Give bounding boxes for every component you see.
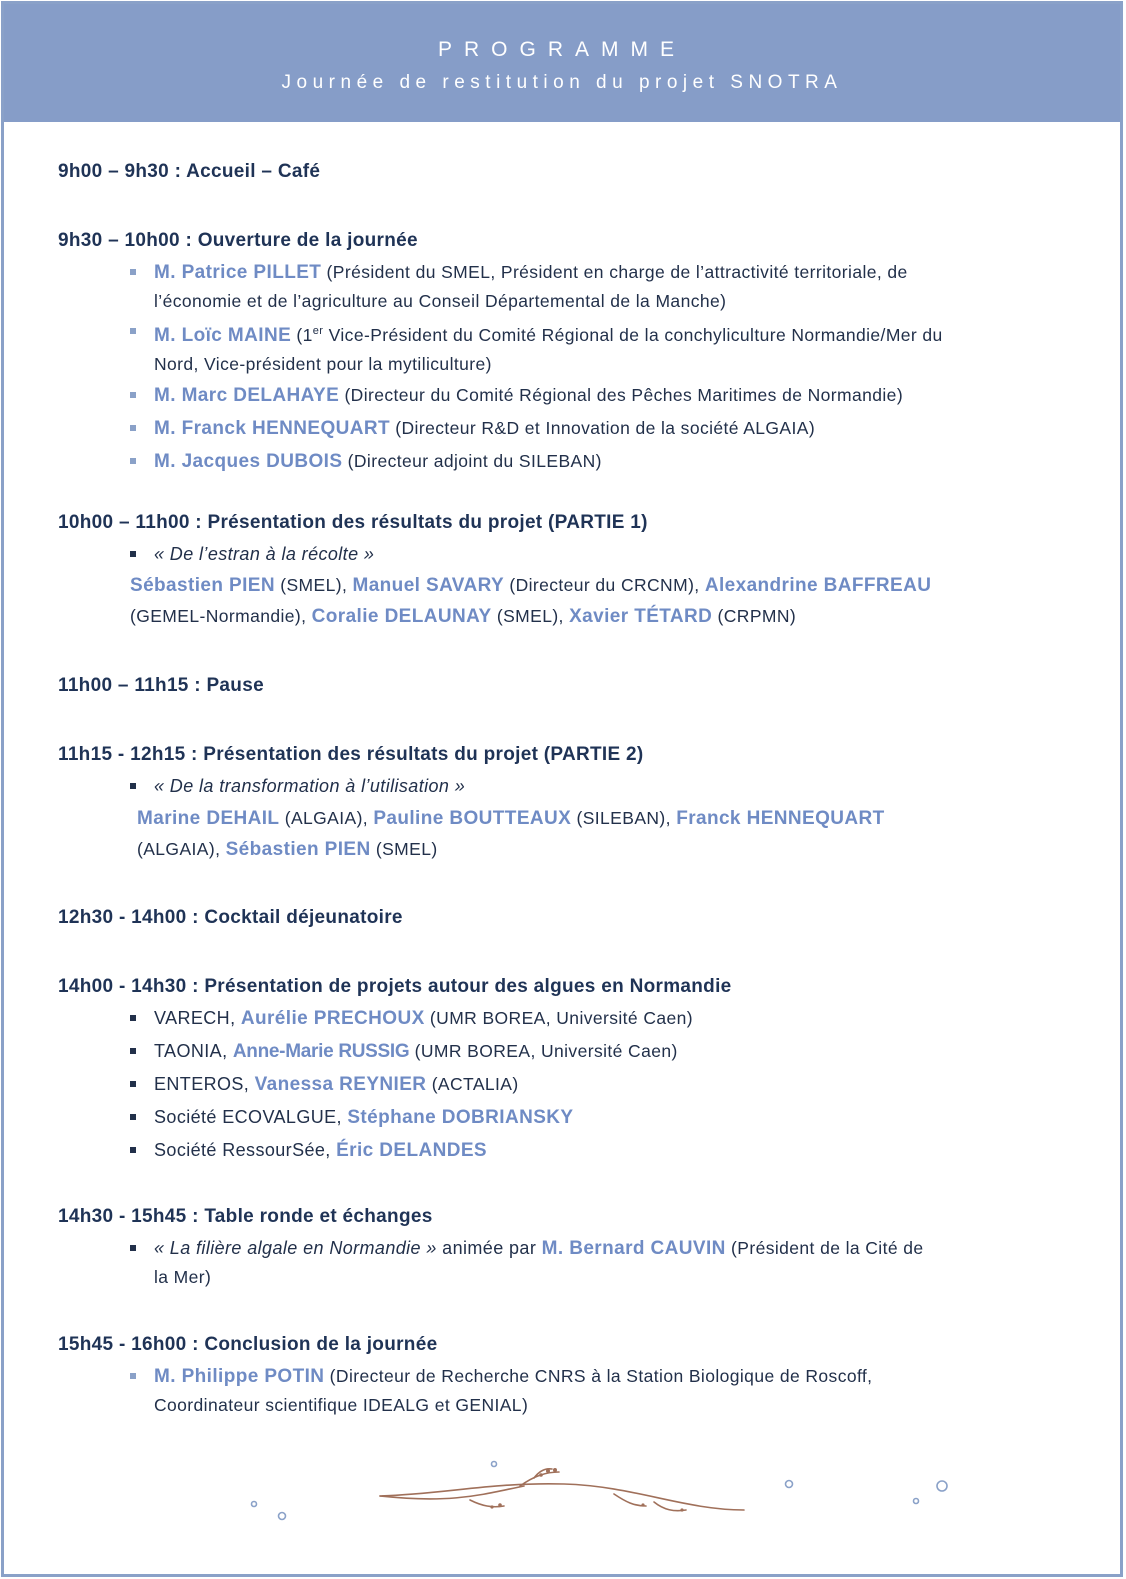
session-theme: « De l’estran à la récolte »: [154, 544, 375, 564]
speaker-name: M. Bernard CAUVIN: [541, 1238, 726, 1259]
speaker-name: Franck HENNEQUART: [676, 808, 885, 829]
list-item: [58, 317, 1068, 378]
speaker-affiliation: (ALGAIA),: [279, 808, 374, 828]
bullet-icon: [130, 269, 136, 275]
speaker-name: Aurélie PRECHOUX: [240, 1008, 425, 1029]
bullet-icon: [130, 551, 136, 557]
speaker-role: (Président du SMEL, Président en charge de l’attractivité territoriale, de: [321, 262, 908, 282]
project-name: TAONIA,: [154, 1041, 233, 1061]
speaker-role: (Directeur R&D et Innovation de la société ALGAIA): [390, 417, 816, 438]
speaker-role-cont: Nord, Vice-président pour la mytiliculture): [154, 353, 492, 374]
bullet-icon: [130, 1015, 136, 1021]
session-theme: « De la transformation à l’utilisation »: [154, 776, 466, 796]
bullet-icon: [130, 783, 136, 789]
section-table-ronde: [58, 1206, 1068, 1291]
speaker-role-cont: la Mer): [154, 1267, 212, 1287]
list-item: [58, 1136, 1068, 1165]
speaker-name: M. Philippe POTIN: [154, 1366, 325, 1387]
bullet-icon: [130, 1245, 136, 1251]
seaweed-branch-illustration-icon: [234, 1434, 994, 1554]
speaker-role: Vice-Président du Comité Régional de la conchyliculture Normandie/Mer du: [323, 324, 943, 345]
speaker-name: Éric DELANDES: [336, 1140, 487, 1161]
speaker-name: Alexandrine BAFFREAU: [704, 575, 932, 596]
section-title: 11h15 - 12h15 : Présentation des résultats du projet (PARTIE 2): [58, 744, 644, 765]
programme-page: [1, 1, 1123, 1577]
session-theme: « La filière algale en Normandie »: [154, 1238, 437, 1258]
speaker-name: Anne-Marie RUSSIG: [232, 1041, 410, 1062]
section-title: 9h00 – 9h30 : Accueil – Café: [58, 161, 321, 182]
section-conclusion: [58, 1334, 1068, 1419]
speaker-affiliation: (ACTALIA): [426, 1074, 519, 1094]
project-name: Société ECOVALGUE,: [154, 1107, 348, 1127]
project-name: ENTEROS,: [154, 1074, 255, 1094]
speaker-name: Stéphane DOBRIANSKY: [347, 1107, 574, 1128]
speaker-role-pre: (1: [291, 324, 313, 345]
bullet-icon: [130, 425, 136, 431]
list-item: [58, 772, 1068, 800]
bullet-icon: [130, 328, 136, 334]
list-item: [58, 1362, 1068, 1419]
page-subtitle: Journée de restitution du projet SNOTRA: [281, 72, 843, 93]
connector-text: animée par: [436, 1238, 542, 1258]
speaker-name: Sébastien PIEN: [130, 575, 275, 596]
bullet-icon: [130, 1373, 136, 1379]
speaker-role: (Président de la Cité de: [725, 1238, 924, 1258]
speaker-name: Vanessa REYNIER: [254, 1074, 427, 1095]
speaker-name: M. Jacques DUBOIS: [154, 450, 343, 472]
speaker-name: Manuel SAVARY: [352, 575, 505, 596]
bullet-icon: [130, 1147, 136, 1153]
page-title: PROGRAMME: [437, 38, 686, 61]
section-partie-2: [58, 744, 1068, 865]
list-item: [58, 1070, 1068, 1099]
section-ouverture: [58, 230, 1068, 476]
speaker-affiliation: (SMEL): [370, 839, 438, 859]
list-item: [58, 447, 1068, 476]
project-name: Société RessourSée,: [154, 1140, 337, 1160]
section-title: 10h00 – 11h00 : Présentation des résultats du projet (PARTIE 1): [58, 512, 648, 533]
speaker-name: M. Franck HENNEQUART: [154, 417, 391, 439]
speaker-affiliation: (SMEL),: [491, 606, 570, 626]
speaker-affiliation: (GEMEL-Normandie),: [130, 606, 312, 626]
speaker-name: Sébastien PIEN: [225, 839, 371, 860]
speaker-name: M. Marc DELAHAYE: [154, 384, 340, 406]
bullet-icon: [130, 1081, 136, 1087]
section-title: 14h00 - 14h30 : Présentation de projets autour des algues en Normandie: [58, 976, 732, 997]
section-title: 15h45 - 16h00 : Conclusion de la journée: [58, 1334, 438, 1355]
list-item: [58, 540, 1068, 568]
bullet-icon: [130, 458, 136, 464]
speaker-role-cont: Coordinateur scientifique IDEALG et GENIAL): [154, 1395, 529, 1415]
list-item: [58, 1004, 1068, 1033]
speaker-role-cont: l’économie et de l’agriculture au Conseil Départemental de la Manche): [154, 291, 727, 311]
list-item: [58, 381, 1068, 410]
speaker-name: M. Loïc MAINE: [154, 324, 292, 346]
speaker-name: M. Patrice PILLET: [154, 262, 322, 283]
project-name: VARECH,: [154, 1008, 241, 1028]
speaker-role: (Directeur de Recherche CNRS à la Station Biologique de Roscoff,: [324, 1366, 873, 1386]
speaker-affiliation: (UMR BOREA, Université Caen): [424, 1008, 693, 1028]
section-partie-1: [58, 512, 1068, 632]
list-item: [58, 1103, 1068, 1132]
bullet-icon: [130, 1048, 136, 1054]
superscript: er: [312, 325, 324, 337]
list-item: [58, 1037, 1068, 1066]
section-title: 11h00 – 11h15 : Pause: [58, 675, 264, 696]
speaker-affiliation: (Directeur du CRCNM),: [504, 575, 705, 595]
speaker-name: Pauline BOUTTEAUX: [373, 808, 572, 829]
section-title: 9h30 – 10h00 : Ouverture de la journée: [58, 230, 418, 251]
list-item: [58, 258, 1068, 315]
speaker-name: Marine DEHAIL: [137, 808, 280, 829]
header-banner: [4, 4, 1120, 122]
section-accueil: [58, 161, 1068, 183]
list-item: [58, 1234, 1068, 1291]
speaker-name: Xavier TÉTARD: [569, 606, 713, 627]
bullet-icon: [130, 1114, 136, 1120]
section-cocktail: [58, 907, 1068, 929]
section-title: 14h30 - 15h45 : Table ronde et échanges: [58, 1206, 433, 1227]
speaker-affiliation: (ALGAIA),: [137, 839, 226, 859]
list-item: [58, 414, 1068, 443]
speaker-affiliation: (SILEBAN),: [571, 808, 677, 828]
speaker-name: Coralie DELAUNAY: [311, 606, 492, 627]
speaker-role: (Directeur du Comité Régional des Pêches Maritimes de Normandie): [339, 384, 904, 405]
bullet-icon: [130, 392, 136, 398]
speakers-block: [58, 803, 1068, 865]
speaker-affiliation: (UMR BOREA, Université Caen): [409, 1041, 678, 1061]
speakers-block: [58, 570, 1068, 632]
speaker-affiliation: (CRPMN): [712, 606, 797, 626]
section-title: 12h30 - 14h00 : Cocktail déjeunatoire: [58, 907, 403, 928]
section-projets-algues: [58, 976, 1068, 1165]
speaker-role: (Directeur adjoint du SILEBAN): [342, 450, 602, 471]
section-pause: [58, 675, 1068, 697]
speaker-affiliation: (SMEL),: [274, 575, 353, 595]
